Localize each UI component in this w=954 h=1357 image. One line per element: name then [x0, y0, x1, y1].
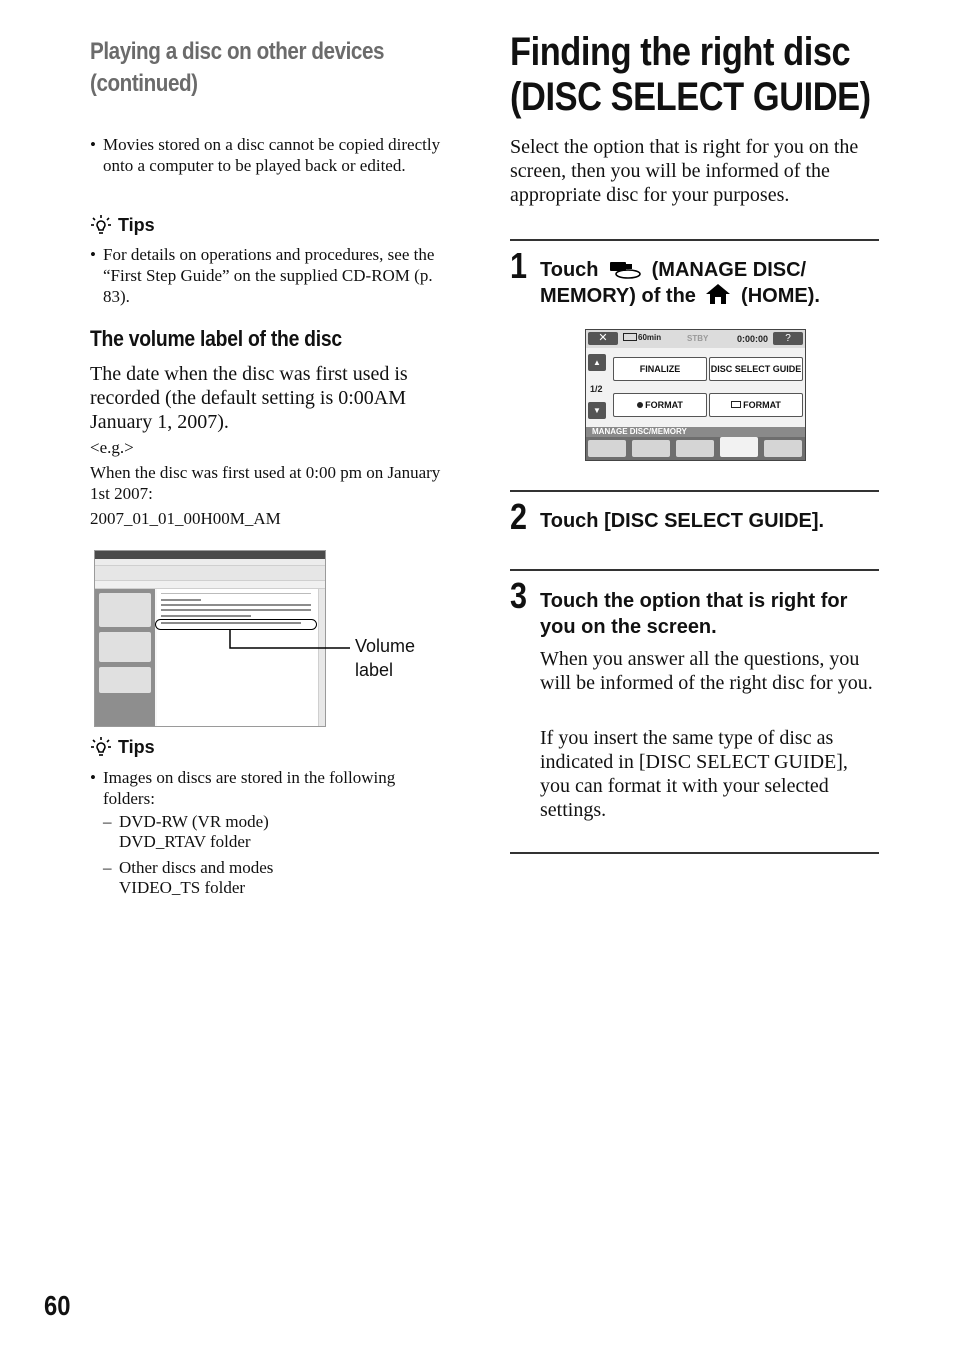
lcd-battery — [623, 333, 661, 342]
note-bullet: • Movies stored on a disc cannot be copied directly onto a computer to be played back or edited. — [90, 134, 460, 176]
page-number: 60 — [44, 1290, 71, 1321]
disc-icon — [637, 402, 643, 408]
step-number: 3 — [510, 575, 528, 616]
folder-item: – Other discs and modes VIDEO_TS folder — [103, 858, 274, 897]
tips-bullet-text: Images on discs are stored in the following folders: — [103, 768, 396, 808]
step-divider — [510, 239, 879, 241]
step-divider — [510, 490, 879, 492]
volume-label-heading: The volume label of the disc — [90, 326, 342, 351]
tips-label: Tips — [118, 214, 155, 235]
folder-mode: Other discs and modes — [119, 858, 274, 877]
lcd-tab-other-icon[interactable] — [676, 440, 714, 457]
step-number: 1 — [510, 245, 528, 286]
lcd-tab-playback-icon[interactable] — [632, 440, 670, 457]
volume-label-callout: Volume label — [355, 636, 416, 680]
continued-heading: Playing a disc on other devices (continued) — [90, 38, 385, 97]
example-tag: <e.g.> — [90, 438, 134, 457]
lcd-finalize-button[interactable]: FINALIZE — [613, 357, 707, 381]
intro-paragraph: Select the option that is right for you on the screen, then you will be informed of the appropriate disc for your purposes. — [510, 136, 859, 206]
tips-bullet: • For details on operations and procedures, see the “First Step Guide” on the supplied CD-ROM (p. 83). — [90, 244, 460, 307]
lcd-disc-select-guide-button[interactable]: DISC SELECT GUIDE — [709, 357, 803, 381]
lcd-time: 0:00:00 — [737, 334, 769, 344]
lcd-scroll-up-button[interactable]: ▲ — [588, 354, 606, 371]
section-end-rule — [510, 852, 879, 854]
step-2-text: Touch [DISC SELECT GUIDE]. — [540, 510, 825, 532]
example-value: 2007_01_01_00H00M_AM — [90, 509, 281, 528]
step-3-text: Touch the option that is right for you on the screen. — [540, 590, 848, 638]
tips-heading-2 — [90, 735, 155, 759]
step-divider — [510, 569, 879, 571]
lcd-help-button[interactable]: ? — [773, 332, 803, 345]
home-icon — [705, 283, 731, 305]
step-1-text — [540, 257, 880, 309]
folder-item: – DVD-RW (VR mode) DVD_RTAV folder — [103, 812, 269, 851]
folder-name: DVD_RTAV folder — [119, 832, 251, 851]
memory-card-icon — [731, 401, 741, 408]
lcd-close-button[interactable]: ✕ — [588, 332, 618, 345]
folder-mode: DVD-RW (VR mode) — [119, 812, 269, 831]
camera-lcd-screen — [585, 329, 806, 461]
lcd-format-disc-label: FORMAT — [645, 400, 683, 410]
example-description: When the disc was first used at 0:00 pm on January 1st 2007: — [90, 463, 441, 503]
lightbulb-icon — [90, 736, 112, 758]
lcd-menu-title: MANAGE DISC/MEMORY — [586, 427, 805, 437]
step-1-text-b: (MANAGE DISC/ MEMORY) of the — [540, 259, 807, 307]
lcd-page-indicator: 1/2 — [590, 384, 603, 394]
tips-label: Tips — [118, 736, 155, 757]
note-bullet-text: Movies stored on a disc cannot be copied directly onto a computer to be played back or edited. — [103, 135, 441, 175]
lcd-scroll-down-button[interactable]: ▼ — [588, 402, 606, 419]
volume-label-paragraph: The date when the disc was first used is recorded (the default setting is 0:00AM January 1, 2007). — [90, 363, 408, 433]
lcd-status: STBY — [687, 334, 709, 343]
step-3-body-2: If you insert the same type of disc as indicated in [DISC SELECT GUIDE], you can format it with your selected settings. — [540, 727, 848, 821]
step-1-text-c: (HOME). — [741, 285, 820, 307]
lcd-format-disc-button[interactable] — [613, 393, 707, 417]
lcd-tab-manage-disc-icon[interactable] — [720, 437, 758, 457]
lcd-format-memory-button[interactable] — [709, 393, 803, 417]
step-1-text-a: Touch — [540, 259, 599, 281]
battery-remaining: 60min — [638, 333, 662, 342]
tips-bullet: • Images on discs are stored in the following folders: — [90, 767, 430, 809]
manage-disc-icon — [608, 259, 642, 279]
lcd-tab-camera-icon[interactable] — [588, 440, 626, 457]
tips-bullet-text: For details on operations and procedures, see the “First Step Guide” on the supplied CD-ROM (p. 83). — [103, 245, 435, 306]
page-title: Finding the right disc (DISC SELECT GUIDE) — [510, 30, 871, 119]
lcd-tab-settings-icon[interactable] — [764, 440, 802, 457]
lcd-format-memory-label: FORMAT — [743, 400, 781, 410]
step-3-body-1: When you answer all the questions, you will be informed of the right disc for you. — [540, 648, 873, 694]
folder-name: VIDEO_TS folder — [119, 878, 246, 897]
battery-icon — [623, 333, 637, 341]
lcd-category-tabs — [586, 437, 805, 460]
step-number: 2 — [510, 496, 528, 537]
